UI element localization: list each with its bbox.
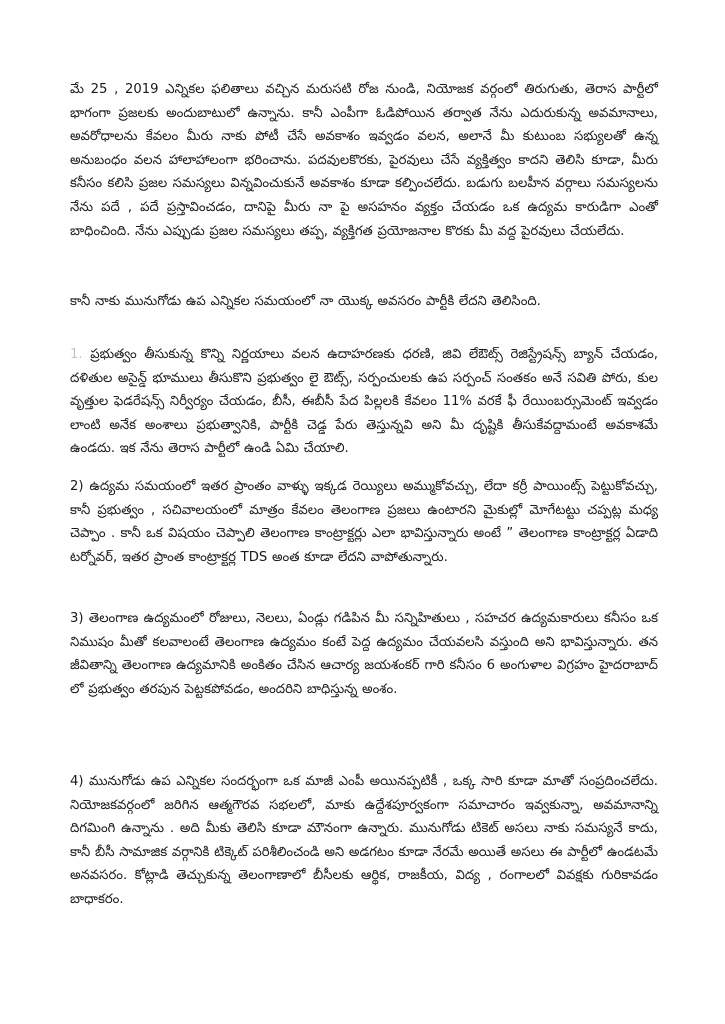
point-4-paragraph: 4) మునుగోడు ఉప ఎన్నికల సందర్భంగా ఒక మాజీ ఎంపీ అయినప్పటికీ , ఒక్క సారి కూడా మాతో సంప్రదించలేదు. నియోజకవర్గంలో జరిగిన ఆత్మగౌరవ సభలలో, మాకు ఉద్దేశపూర్వకంగా సమాచారం ఇవ్వకున్నా, అవమానాన్ని దిగమింగి ఉన్నాను . అది మీకు తెలిసి కూడా మౌనంగా ఉన్నారు. మునుగోడు టికెట్ అసలు నాకు సమస్యనే కాదు, కానీ బీసీ సామాజిక వర్గానికి టిక్కెట్ పరిశీలించండి అని అడగటం కూడా నేరమే అయితే అసలు ఈ పార్టీలో ఉండటమే అనవసరం. కోట్లాడి తెచ్చుకున్న తెలంగాణాలో బీసీలకు ఆర్థిక, రాజకీయ, విద్య , రంగాలలో వివక్షకు గురికావడం బాధాకరం.	[70, 774, 658, 907]
point-2-paragraph: 2) ఉద్యమ సమయంలో ఇతర ప్రాంతం వాళ్ళు ఇక్కడ రెయ్యిలు అమ్ముకోవచ్చు, లేదా కర్రీ పాయింట్స్ పెట్టుకోవచ్చు, కానీ ప్రభుత్వం , సచివాలయంలో మాత్రం కేవలం తెలంగాణ ప్రజలు ఉంటారని మైకుల్లో మోగేటట్టు చప్పట్ల మధ్య చెప్పాం . కానీ ఒక విషయం చెప్పాలి తెలంగాణ కాంట్రాక్టర్లు ఎలా భావిస్తున్నారు అంటే ” తెలంగాణ కాంట్రాక్టర్ల ఏడాది టర్నోవర్, ఇతర ప్రాంత కాంట్రాక్టర్ల TDS అంత కూడా లేదని వాపోతున్నారు.	[70, 479, 658, 565]
byelection-note-paragraph: కానీ నాకు మునుగోడు ఉప ఎన్నికల సమయంలో నా యొక్క అవసరం పార్టీకి లేదని తెలిసింది.	[70, 294, 541, 309]
intro-paragraph: మే 25 , 2019 ఎన్నికల ఫలితాలు వచ్చిన మరుసటి రోజ నుండి, నియోజక వర్గంలో తిరుగుతు, తెరాస పార్టీలో భాగంగా ప్రజలకు అందుబాటులో ఉన్నాను. కానీ ఎంపీగా ఓడిపోయిన తర్వాత నేను ఎదురుకున్న అవమానాలు, అవరోధాలను కేవలం మీరు నాకు పోటీ చేసే అవకాశం ఇవ్వడం వలన, అలానే మీ కుటుంబ సభ్యులతో ఉన్న అనుబంధం వలన హాలాహాలంగా భరించాను. పదవులకొరకు, పైరవులు చేసే వ్యక్తిత్వం కాదని తెలిసి కూడా, మీరు కనీసం కలిసి ప్రజల సమస్యలు విన్నవించుకునే అవకాశం కూడా కల్పించలేదు. బడుగు బలహీన వర్గాలు సమస్యలను నేను పదే , పదే ప్రస్తావించడం, దానిపై మీరు నా పై అసహనం వ్యక్తం చేయడం ఒక ఉద్యమ కారుడిగా ఎంతో బాధించింది. నేను ఎప్పుడు ప్రజల సమస్యలు తప్ప, వ్యక్తిగత ప్రయోజనాల కొరకు మీ వద్ద పైరవులు చేయలేదు.	[70, 82, 658, 239]
point-1-number: 1.	[70, 347, 83, 362]
point-1-text: ప్రభుత్వం తీసుకున్న కొన్ని నిర్ణయాలు వలన ఉదాహరణకు ధరణి, జివి లేఔట్స్ రెజిస్ట్రేషన్స్ బ్యాన్ చేయడం, దళితుల అసైన్డ్ భూములు తీసుకొని ప్రభుత్వం లై ఔట్స్, సర్పంచులకు ఉప సర్పంచ్ సంతకం అనే సవితి పోరు, కుల వృత్తుల ఫెడరేషన్స్ నిర్వీర్యం చేయడం, బీసీ, ఈబీసీ పేద పిల్లలకి కేవలం 11% వరకే ఫీ రేయింబర్సుమెంట్ ఇవ్వడం లాంటి అనేక అంశాలు ప్రభుత్వానికి, పార్టీకి చెడ్డ పేరు తెస్తున్నవి అని మీ దృష్టికి తీసుకేవద్దామంటే అవకాశమే ఉండదు. ఇక నేను తెరాస పార్టీలో ఉండి ఏమి చేయాలి.	[70, 347, 658, 457]
point-1-paragraph	[70, 343, 658, 461]
point-3-paragraph: 3) తెలంగాణ ఉద్యమంలో రోజులు, నెలలు, ఏండ్లు గడిపిన మీ సన్నిహితులు , సహచర ఉద్యమకారులు కనీసం ఒక నిముషం మీతో కలవాలంటే తెలంగాణ ఉద్యమం కంటే పెద్ద ఉద్యమం చేయవలసి వస్తుంది అని భావిస్తున్నారు. తన జీవితాన్ని తెలంగాణ ఉద్యమానికి అంకితం చేసిన ఆచార్య జయశంకర్ గారి కనీసం 6 అంగుళాల విగ్రహం హైదరాబాద్ లో ప్రభుత్వం తరపున పెట్టకపోవడం, అందరిని బాధిస్తున్న అంశం.	[70, 611, 658, 697]
